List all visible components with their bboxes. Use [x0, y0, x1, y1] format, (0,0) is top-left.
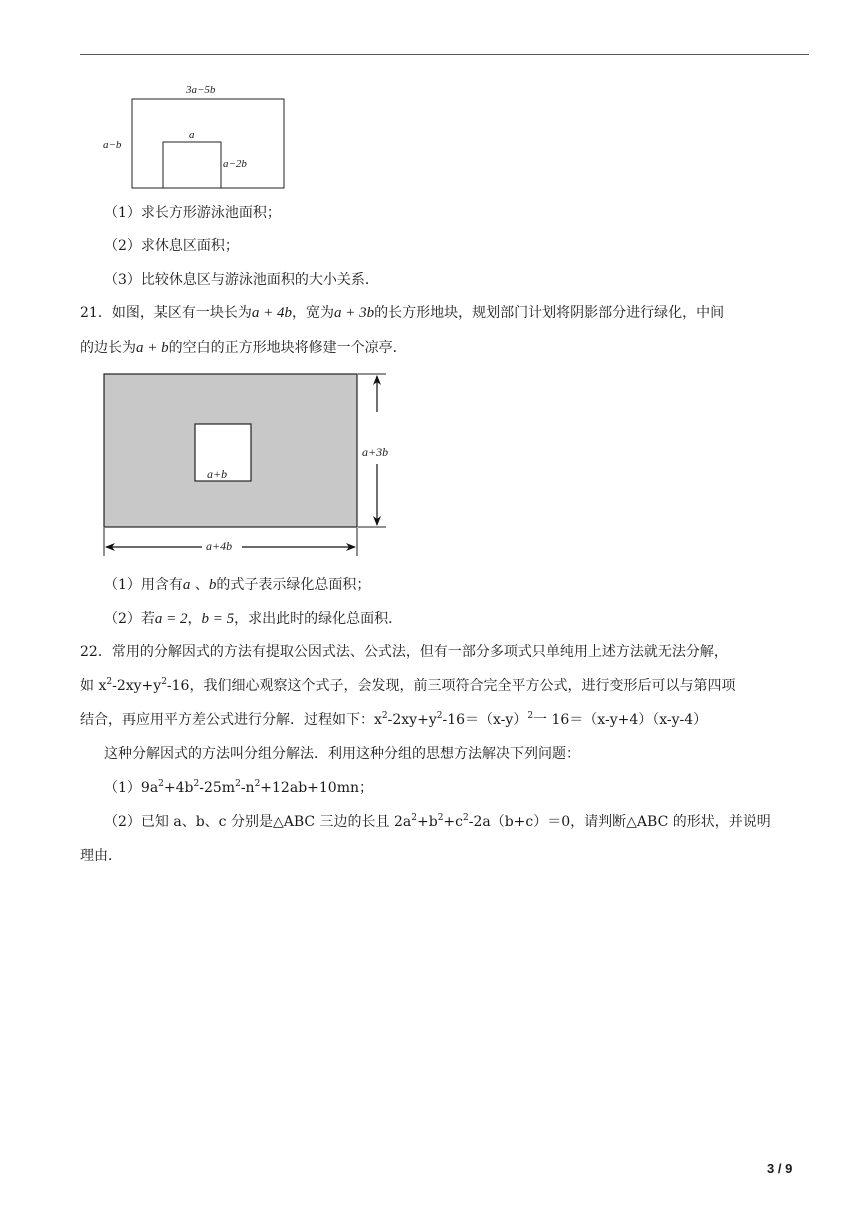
q20-part-3: （3）比较休息区与游泳池面积的大小关系． — [104, 272, 379, 288]
label-top: 3a−5b — [186, 84, 216, 96]
q22-line-4: 这种分解因式的方法叫分组分解法．利用这种分组的思想方法解决下列问题： — [104, 746, 580, 762]
q21-line-2: 的边长为a + b的空白的正方形地块将修建一个凉亭． — [80, 340, 407, 356]
page-number: 3 / 9 — [767, 1161, 793, 1176]
q20-part-2: （2）求休息区面积； — [104, 238, 239, 254]
q21-part-2: （2）若a = 2，b = 5，求出此时的绿化总面积． — [104, 611, 403, 627]
inner-rectangle — [163, 142, 221, 188]
q21-part-1: （1）用含有a 、b的式子表示绿化总面积； — [104, 577, 371, 593]
label-inner-top: a — [189, 129, 195, 141]
label-pavilion-side: a+b — [207, 467, 228, 481]
pool-diagram — [96, 80, 296, 192]
q22-number: 22． — [80, 644, 112, 660]
q22-part-2: （2）已知 a、b、c 分别是△ABC 三边的长且 $2a^2+b^2+c^2-2a(b+c)=0$，请判断△ABC 的形状，并说明 — [104, 813, 771, 830]
q21-number: 21． — [80, 305, 112, 321]
q21-side: a + b — [136, 340, 169, 356]
header-rule — [80, 54, 809, 55]
q22-part-2-cont: 理由． — [80, 848, 122, 864]
q21-length: a + 4b — [251, 305, 292, 321]
q21-line-1: 21．如图，某区有一块长为a + 4b，宽为a + 3b的长方形地块，规划部门计划将阴影部分进行绿化，中间 — [80, 305, 725, 321]
green-plot-diagram — [96, 366, 396, 560]
q22-line-2: 如 $x^2-2xy+y^2-16$，我们细心观察这个式子，会发现，前三项符合完全平方公式，进行变形后可以与第四项 — [80, 677, 736, 694]
q20-part-1: （1）求长方形游泳池面积； — [104, 205, 281, 221]
outer-rectangle — [132, 99, 284, 188]
label-width: a+4b — [206, 539, 233, 553]
q21-width: a + 3b — [333, 305, 375, 321]
q22-part-1: $(1)9a^2+4b^2-25m^2-n^2+12ab+10mn$； — [104, 779, 373, 796]
q22-line-3: 结合，再应用平方差公式进行分解．过程如下：$x^2-2xy+y^2-16=(x-y)^2$一 16＝（x-y+4）（x-y-4） — [80, 711, 708, 728]
label-left: a−b — [103, 139, 122, 151]
label-height: a+3b — [362, 445, 389, 459]
label-inner-right: a−2b — [223, 158, 247, 170]
q22-line-1: 22．常用的分解因式的方法有提取公因式法、公式法，但有一部分多项式只单纯用上述方法就无法分解， — [80, 644, 728, 660]
